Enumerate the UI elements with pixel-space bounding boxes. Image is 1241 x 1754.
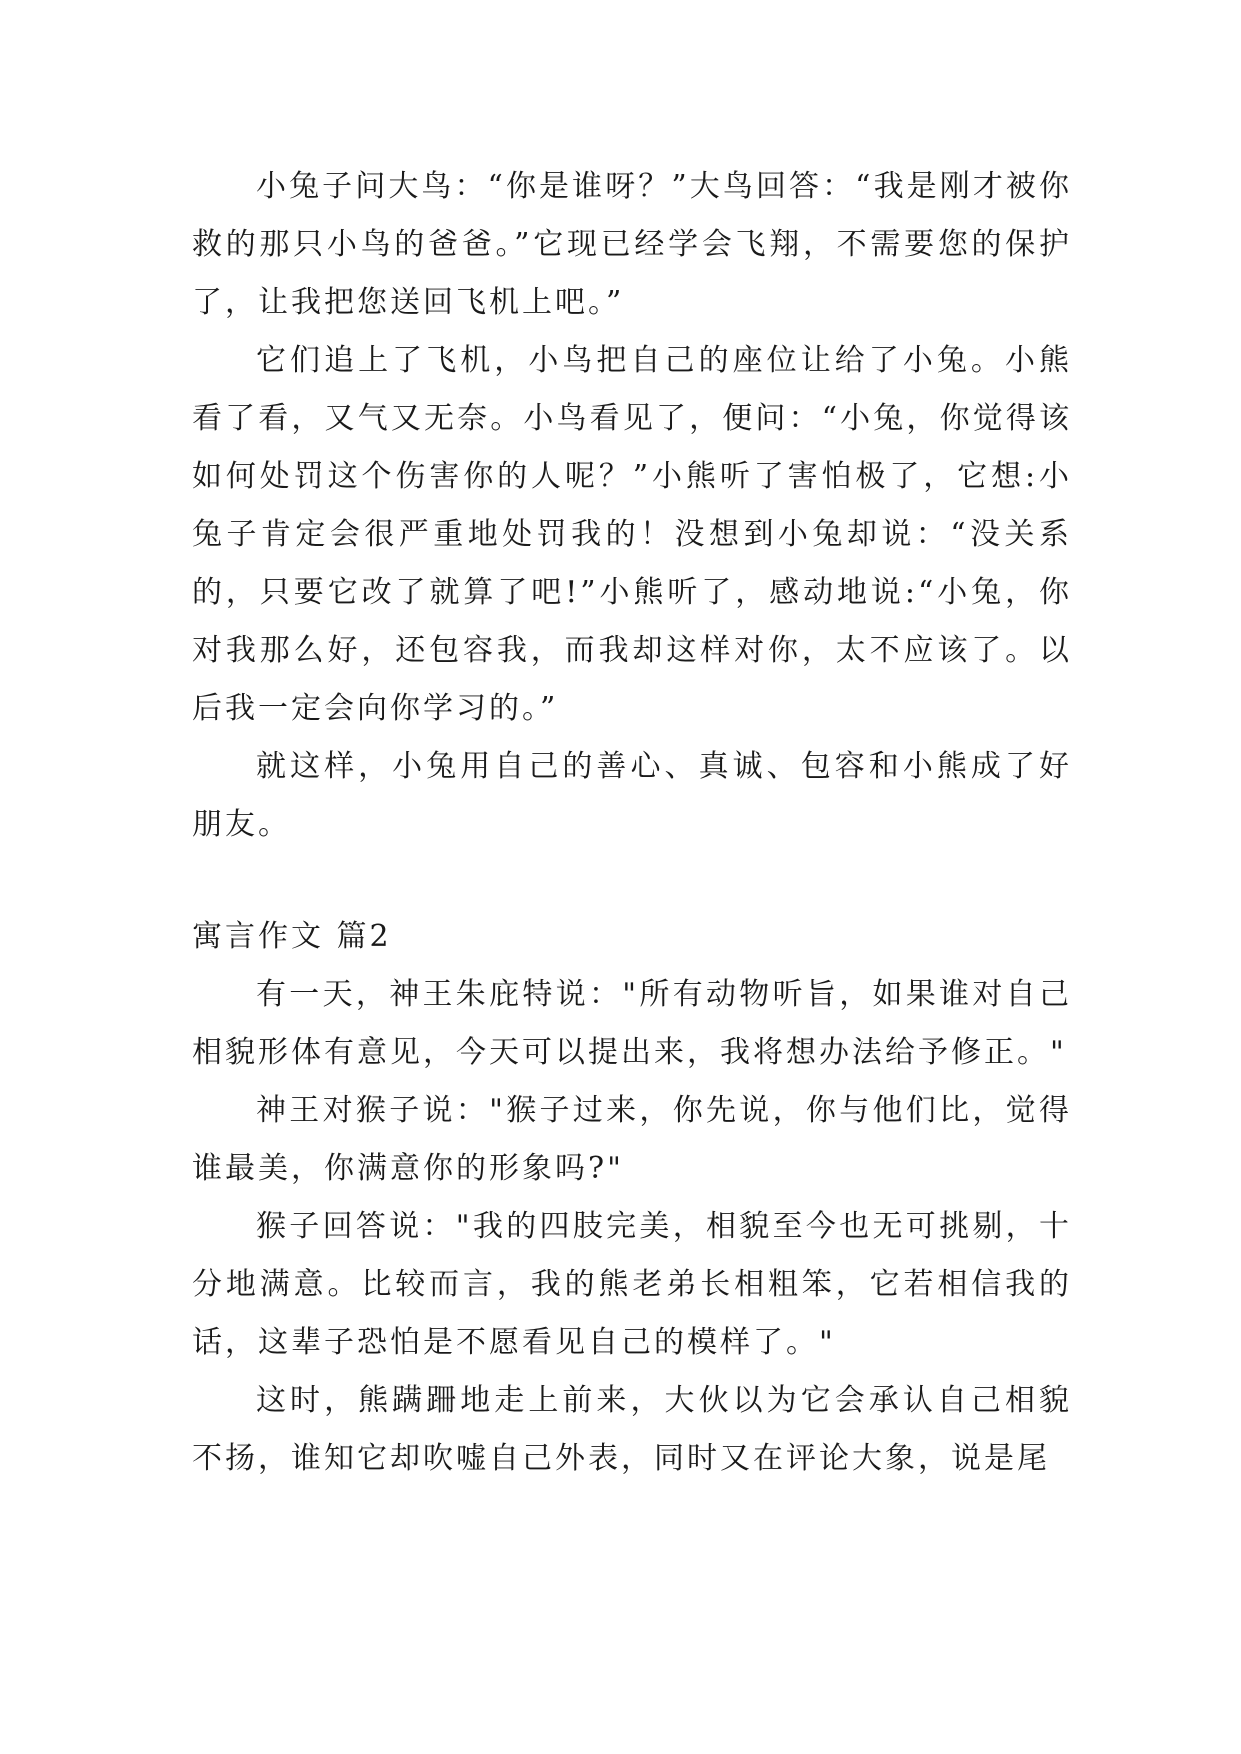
document-body (192, 158, 1072, 1488)
section-heading: 寓言作文 篇2 (192, 919, 392, 954)
paragraph: 有一天，神王朱庇特说："所有动物听旨，如果谁对自己相貌形体有意见，今天可以提出来，我将想办法给予修正。" (192, 977, 1072, 1070)
paragraph: 它们追上了飞机，小鸟把自己的座位让给了小兔。小熊看了看，又气又无奈。小鸟看见了，便问：“小兔，你觉得该如何处罚这个伤害你的人呢？”小熊听了害怕极了，它想:小兔子肯定会很严重地处罚我的！没想到小兔却说：“没关系的，只要它改了就算了吧!”小熊听了，感动地说:“小兔，你对我那么好，还包容我，而我却这样对你，太不应该了。以后我一定会向你学习的。” (192, 343, 1072, 726)
paragraph: 神王对猴子说："猴子过来，你先说，你与他们比，觉得谁最美，你满意你的形象吗?" (192, 1093, 1072, 1186)
paragraph: 就这样，小兔用自己的善心、真诚、包容和小熊成了好朋友。 (192, 749, 1072, 842)
paragraph: 猴子回答说："我的四肢完美，相貌至今也无可挑剔，十分地满意。比较而言，我的熊老弟长相粗笨，它若相信我的话，这辈子恐怕是不愿看见自己的模样了。" (192, 1209, 1072, 1360)
paragraph: 这时，熊蹒跚地走上前来，大伙以为它会承认自己相貌不扬，谁知它却吹嘘自己外表，同时又在评论大象，说是尾 (192, 1383, 1072, 1476)
paragraph: 小兔子问大鸟：“你是谁呀？”大鸟回答：“我是刚才被你救的那只小鸟的爸爸。”它现已经学会飞翔，不需要您的保护了，让我把您送回飞机上吧。” (192, 169, 1072, 320)
